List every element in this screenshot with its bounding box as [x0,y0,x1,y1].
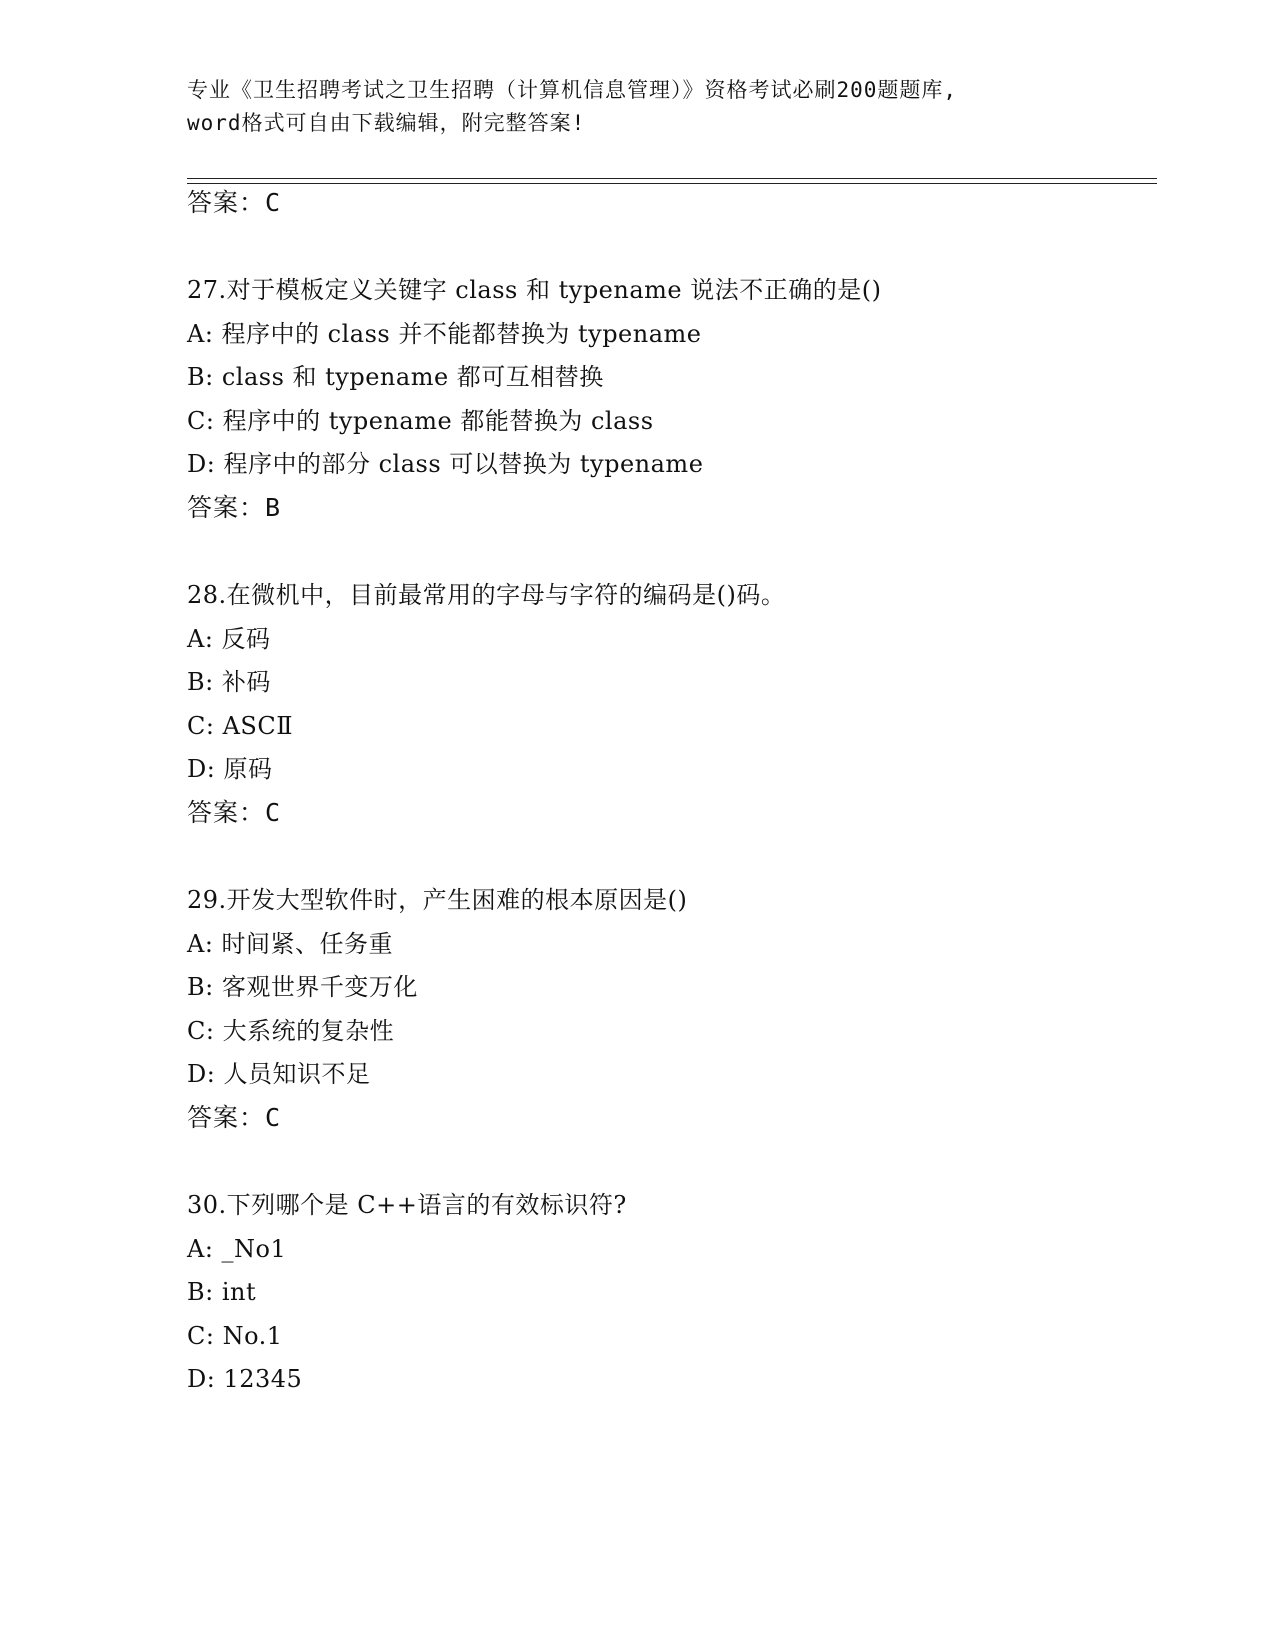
question-28-option-b: B: 补码 [187,668,271,696]
question-30-option-a: A: _No1 [187,1235,287,1263]
question-30-stem: 30.下列哪个是 C++语言的有效标识符? [187,1191,627,1219]
previous-answer: 答案：C [187,188,282,217]
question-30-option-b: B: int [187,1278,257,1306]
question-27-option-c: C: 程序中的 typename 都能替换为 class [187,407,654,435]
question-28-stem: 28.在微机中，目前最常用的字母与字符的编码是()码。 [187,581,786,609]
question-28-option-a: A: 反码 [187,625,271,653]
question-29-option-b: B: 客观世界千变万化 [187,973,418,1001]
question-30-option-d: D: 12345 [187,1365,303,1393]
question-28-option-c: C: ASCⅡ [187,712,294,740]
header-line-1: 专业《卫生招聘考试之卫生招聘（计算机信息管理）》资格考试必刷200题题库, [187,78,958,102]
question-28-option-d: D: 原码 [187,755,273,783]
question-29-option-c: C: 大系统的复杂性 [187,1017,395,1045]
question-30-option-c: C: No.1 [187,1322,283,1350]
page-header [187,74,1157,140]
header-line-2: word格式可自由下载编辑，附完整答案! [187,111,586,135]
question-27-option-d: D: 程序中的部分 class 可以替换为 typename [187,450,704,478]
question-27-answer: 答案：B [187,493,282,522]
question-29-stem: 29.开发大型软件时，产生困难的根本原因是() [187,886,688,914]
question-27-option-b: B: class 和 typename 都可互相替换 [187,363,604,391]
header-divider [187,178,1157,184]
question-28-answer: 答案：C [187,798,282,827]
question-29-option-d: D: 人员知识不足 [187,1060,371,1088]
question-27-option-a: A: 程序中的 class 并不能都替换为 typename [187,320,702,348]
question-29-option-a: A: 时间紧、任务重 [187,930,394,958]
question-29-answer: 答案：C [187,1103,282,1132]
question-27-stem: 27.对于模板定义关键字 class 和 typename 说法不正确的是() [187,276,882,304]
